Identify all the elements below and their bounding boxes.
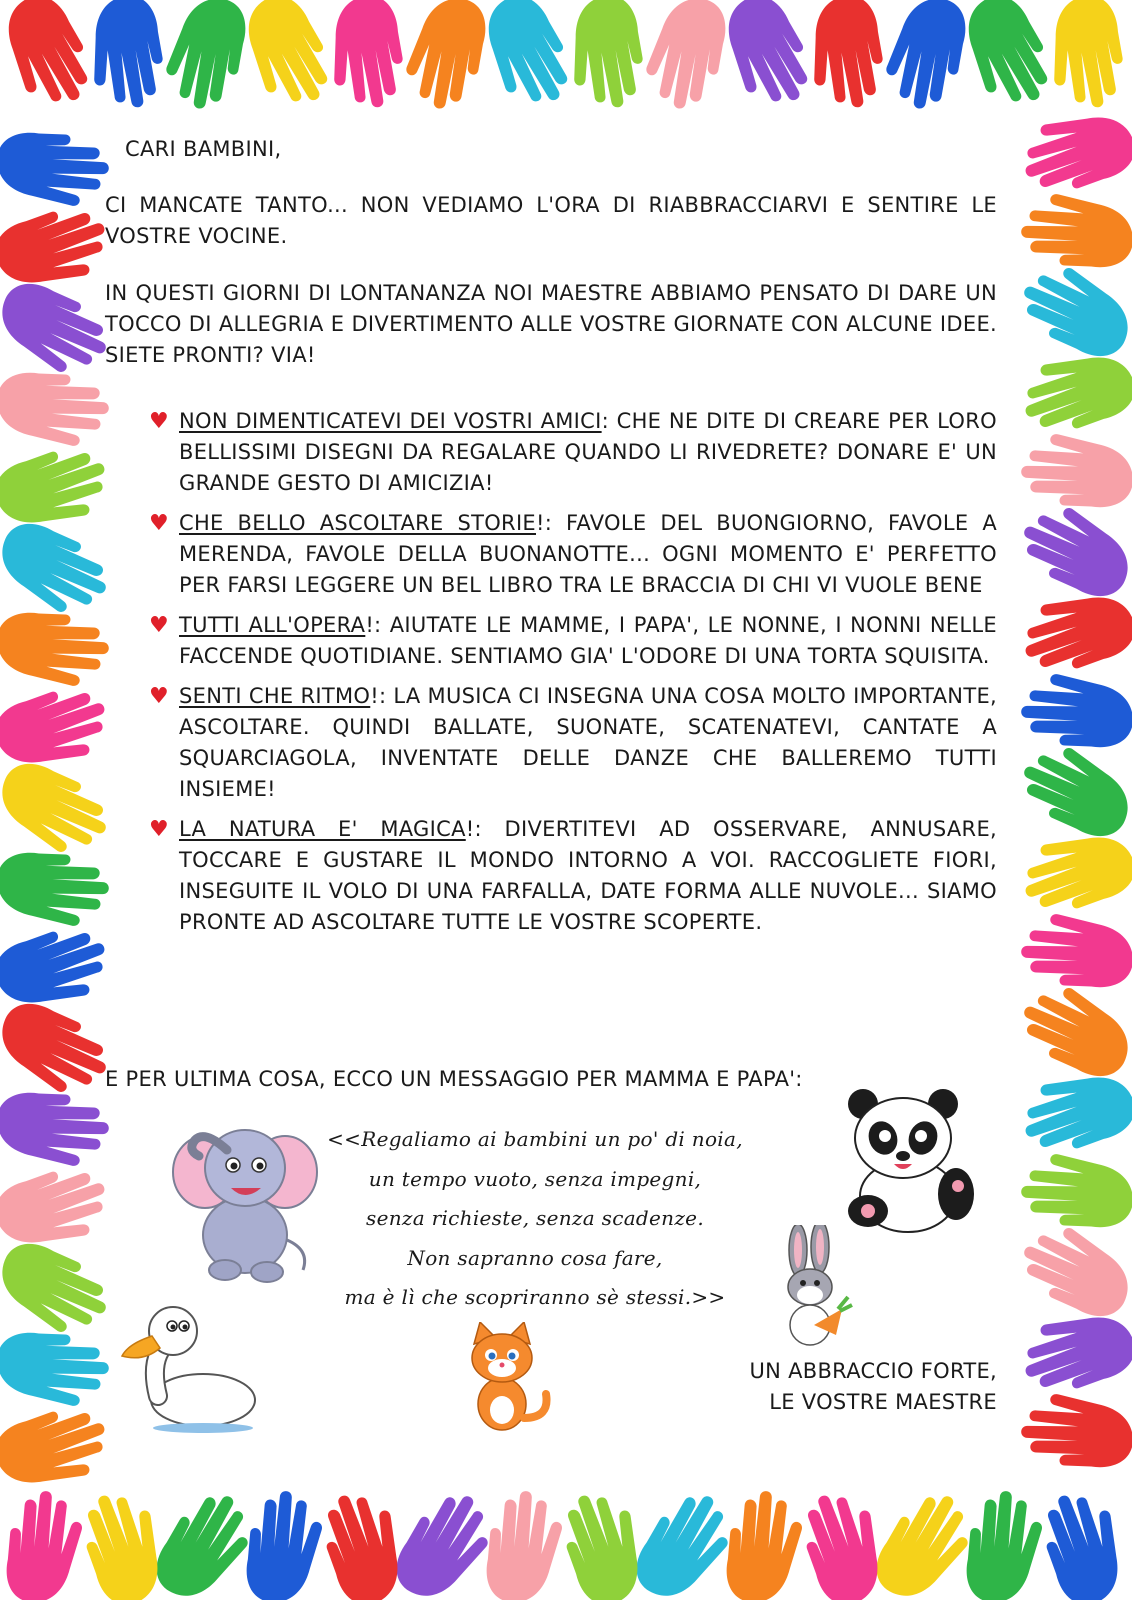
elephant-icon [165,1110,325,1285]
colorful-handprint-icon [1016,1380,1132,1480]
heart-icon: ♥ [149,409,170,434]
idea-text: !: FAVOLE DEL BUONGIORNO, FAVOLE A MERENDA, FAVOLE DELLA BUONANOTTE... OGNI MOMENTO E' PERFETTO PER FARSI LEGGERE UN BEL LIBRO TRA LE BRACCIA DI CHI VI VUOLE BENE [179,511,997,597]
idea-title: CHE BELLO ASCOLTARE STORIE [179,511,536,535]
bunny-icon [770,1225,855,1350]
quote [305,1120,765,1318]
closing-intro: E PER ULTIMA COSA, ECCO UN MESSAGGIO PER MAMMA E PAPA': [105,1067,803,1091]
panda-icon [828,1086,988,1236]
signature-line: UN ABBRACCIO FORTE, [749,1359,997,1383]
heart-icon: ♥ [149,613,170,638]
heart-icon: ♥ [149,511,170,536]
quote-line: ma è lì che scopriranno sè stessi.>> [344,1285,726,1309]
heart-icon: ♥ [149,817,170,842]
quote-line: un tempo vuoto, senza impegni, [368,1166,702,1191]
idea-text: !: DIVERTITEVI AD OSSERVARE, ANNUSARE, TOCCARE E GUSTARE IL MONDO INTORNO A VOI. RACCOGLIETE FIORI, INSEGUITE IL VOLO DI UNA FARFALLA, DATE FORMA ALLE NUVOLE... SIAMO PRONTE AD ASCOLTARE TUTTE LE VOSTRE SCOPERTE. [179,817,997,934]
idea-text: : CHE NE DITE DI CREARE PER LORO BELLISSIMI DISEGNI DA REGALARE QUANDO LI RIVEDRETE? DONARE E' UN GRANDE GESTO DI AMICIZIA! [179,409,997,495]
colorful-handprint-icon [0,120,114,220]
signature [749,1356,997,1418]
greeting: CARI BAMBINI, [125,137,282,161]
idea-title: NON DIMENTICATEVI DEI VOSTRI AMICI [179,409,602,433]
heart-icon: ♥ [149,684,170,709]
kitten-icon [460,1322,555,1437]
ideas-list [149,406,997,947]
list-item [149,610,997,672]
quote-line: Non sapranno cosa fare, [407,1245,663,1270]
idea-title: SENTI CHE RITMO [179,684,371,708]
intro-paragraph-1: CI MANCATE TANTO... NON VEDIAMO L'ORA DI RIABBRACCIARVI E SENTIRE LE VOSTRE VOCINE. [105,193,997,248]
intro-paragraph-2: IN QUESTI GIORNI DI LONTANANZA NOI MAESTRE ABBIAMO PENSATO DI DARE UN TOCCO DI ALLEGRIA E DIVERTIMENTO ALLE VOSTRE GIORNATE CON ALCUNE IDEE. SIETE PRONTI? VIA! [105,281,997,367]
quote-line: senza richieste, senza scadenze. [366,1206,704,1230]
idea-text: !: AIUTATE LE MAMME, I PAPA', LE NONNE, I NONNI NELLE FACCENDE QUOTIDIANE. SENTIAMO GIA' L'ODORE DI UNA TORTA SQUISITA. [179,613,997,668]
signature-line: LE VOSTRE MAESTRE [769,1390,997,1414]
idea-title: TUTTI ALL'OPERA [179,613,366,637]
idea-title: LA NATURA E' MAGICA [179,817,466,841]
duck-icon [118,1296,263,1436]
list-item [149,681,997,805]
list-item [149,406,997,499]
idea-text: !: LA MUSICA CI INSEGNA UNA COSA MOLTO IMPORTANTE, ASCOLTARE. QUINDI BALLATE, SUONATE, SCATENATEVI, CANTATE A SQUARCIAGOLA, INVENTATE DELLE DANZE CHE BALLEREMO TUTTI INSIEME! [179,684,997,801]
list-item [149,508,997,601]
quote-line: <<Regaliamo ai bambini un po' di noia, [327,1127,743,1151]
list-item [149,814,997,938]
